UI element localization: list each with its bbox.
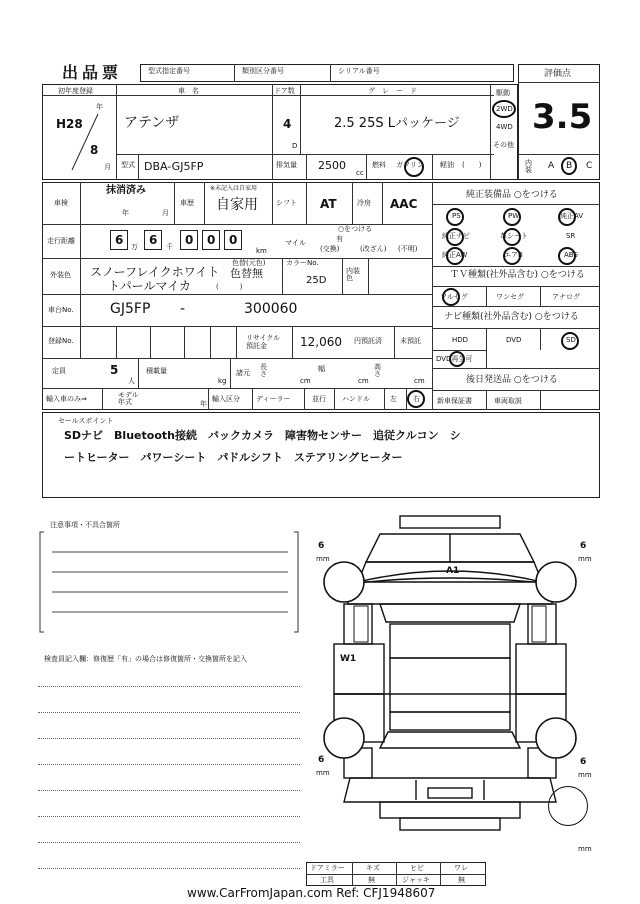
ac-label: 冷房 — [357, 199, 371, 207]
history-label: 車歴 — [180, 199, 194, 207]
watermark: www.CarFromJapan.com Ref: CFJ1948607 — [184, 886, 438, 900]
inspection-label: 車検 — [54, 199, 68, 207]
first-reg-month: 8 — [90, 143, 99, 157]
legend-jack-val: 無 — [458, 876, 465, 884]
legend-jack: ジャッキ — [402, 876, 430, 884]
history-note: ※未記入は自家用 — [210, 185, 258, 192]
tire-fr-mm: mm — [578, 555, 592, 563]
nav-hdd: HDD — [452, 336, 469, 344]
equip-sr: SR — [566, 232, 576, 240]
tire-rr-value: 6 — [580, 757, 587, 767]
tire-rl-value: 6 — [318, 755, 325, 765]
width-label: 幅 — [318, 365, 325, 373]
class-no-label: 類別区分番号 — [242, 67, 284, 75]
recycle-paid: 円預託済 — [354, 337, 382, 345]
history-value: 自家用 — [216, 197, 258, 213]
equip-airbag: エアB — [504, 251, 523, 259]
equip-pw: PW — [508, 212, 520, 220]
handle-right: 右 — [413, 395, 420, 403]
ac-value: AAC — [390, 197, 418, 211]
legend-tools: 工具 — [320, 876, 334, 884]
spare-mm: mm — [578, 845, 592, 853]
serial-label: シリアル番号 — [338, 67, 380, 75]
first-reg-year: H28 — [56, 117, 83, 131]
equip-title: 純正装備品 ○をつける — [466, 190, 558, 200]
chassis-number: 300060 — [244, 301, 298, 317]
meter-mod: (改ざん) — [360, 245, 387, 253]
drive-2wd: 2WD — [496, 105, 513, 113]
fuel-gasoline-circle — [404, 157, 424, 177]
reg-no-label: 登録No. — [48, 337, 74, 345]
nav-dvd: DVD — [506, 336, 522, 344]
equip-airbag-circle — [503, 247, 521, 265]
fuel-diesel: 軽油 — [440, 161, 454, 169]
width-cm: cm — [358, 377, 369, 385]
fuel-label: 燃料 — [372, 161, 386, 169]
legend-scratch: キズ — [366, 864, 380, 872]
handle-left: 左 — [390, 395, 397, 403]
model-value: DBA-GJ5FP — [144, 160, 204, 173]
equip-av: 純正AV — [560, 212, 584, 220]
after-title: 後日発送品 ○をつける — [466, 375, 558, 385]
interior-color-label: 内装色 — [346, 267, 360, 282]
damage-mark-w1: W1 — [340, 654, 357, 664]
doors-sub: D — [292, 142, 298, 150]
legend-mirror: ドアミラー — [310, 864, 345, 872]
doors-value: 4 — [283, 117, 292, 131]
tv-fullseg-circle — [442, 288, 460, 306]
equip-aw: 純正AW — [442, 251, 468, 259]
tire-fl-mm: mm — [316, 555, 330, 563]
meter-swap: (交換) — [320, 245, 340, 253]
car-name: アテンザ — [124, 115, 180, 131]
doors-label: ドア数 — [274, 87, 295, 95]
equip-leather-circle — [503, 228, 521, 246]
capacity-unit: 人 — [128, 377, 135, 385]
drive-4wd: 4WD — [496, 123, 513, 131]
repaint-paren: ( ) — [216, 283, 243, 291]
recycle-unpaid: 未預託 — [400, 337, 421, 345]
chassis-dash: - — [180, 301, 186, 317]
color-name: スノーフレイクホワイト — [90, 265, 220, 279]
interior-label: 内装 — [525, 159, 532, 174]
model-label: 型式 — [121, 161, 135, 169]
repaint-value: 色替無 — [230, 267, 263, 280]
dealer-label: ディーラー — [256, 395, 291, 403]
after-warranty: 新車保証書 — [437, 397, 472, 405]
tv-title: ＴＶ種類(社外品含む) ○をつける — [450, 270, 585, 280]
shift-value: AT — [320, 197, 337, 211]
mileage-label: 走行距離 — [47, 237, 75, 245]
caution-bracket — [38, 530, 300, 634]
displacement-value: 2500 — [318, 159, 346, 172]
displacement-label: 排気量 — [276, 161, 297, 169]
first-reg-label: 初年度登録 — [58, 87, 93, 95]
grade-header-label: グ レ ー ド — [368, 87, 417, 95]
equip-pw-circle — [503, 208, 521, 226]
dvd-playback: DVD再生可 — [436, 355, 473, 363]
interior-b-circle — [561, 157, 577, 175]
score-label: 評価点 — [544, 69, 572, 79]
sales-label: セールスポイント — [58, 417, 114, 425]
km-label: km — [256, 247, 267, 255]
header-id-box — [140, 64, 514, 82]
tire-fr-value: 6 — [580, 541, 587, 551]
sales-line-2: ートヒーター パワーシート パドルシフト ステアリングヒーター — [64, 451, 403, 464]
nav-sd-circle — [561, 332, 579, 350]
mile-label: マイル — [285, 239, 306, 247]
tire-fl-value: 6 — [318, 541, 325, 551]
color-label: 外装色 — [50, 271, 71, 279]
equip-navi-circle — [446, 228, 464, 246]
equip-ps-circle — [446, 208, 464, 226]
drive-other: その他 — [493, 141, 514, 149]
nav-sd: SD — [566, 336, 576, 344]
displacement-unit: cc — [356, 169, 364, 177]
color-no-label: カラーNo. — [286, 259, 319, 267]
equip-leather: 革シート — [500, 232, 528, 240]
interior-b: B — [566, 161, 573, 171]
color-name-2: トパールマイカ — [108, 279, 191, 293]
capacity-value: 5 — [110, 363, 119, 377]
import-label: 輸入車のみ⇒ — [46, 395, 87, 403]
after-manual: 車両取説 — [494, 397, 522, 405]
equip-abs-circle — [558, 247, 576, 265]
spare-tire — [548, 786, 588, 826]
car-damage-diagram — [320, 512, 580, 852]
inspector-label: 検査員記入欄：修復歴「有」の場合は修復箇所・交換箇所を記入 — [44, 655, 247, 663]
inspection-year: 年 — [122, 209, 129, 217]
length-cm: cm — [300, 377, 311, 385]
year-suffix: 年 — [96, 103, 103, 111]
inspection-month: 月 — [162, 209, 169, 217]
color-no-value: 25D — [306, 275, 327, 286]
dvd-playback-circle — [449, 351, 465, 367]
chassis-model: GJ5FP — [110, 301, 151, 317]
length-label: 長さ — [260, 363, 267, 378]
repaint-label: 色替(元色) — [232, 259, 266, 267]
handle-label: ハンドル — [342, 395, 370, 403]
man-label: 万 — [131, 243, 138, 251]
capacity-label: 定員 — [52, 367, 66, 375]
load-kg: kg — [218, 377, 227, 385]
handle-right-circle — [407, 390, 425, 408]
interior-c: C — [586, 161, 593, 171]
tire-rl-mm: mm — [316, 769, 330, 777]
legend-break: ワレ — [454, 864, 468, 872]
car-name-label: 車 名 — [178, 87, 199, 95]
equip-aw-circle — [446, 247, 464, 265]
meter-ok: 有 — [336, 235, 343, 243]
score-value: 3.5 — [532, 97, 593, 137]
nav-title: ナビ種類(社外品含む) ○をつける — [444, 312, 579, 322]
sales-line-1: SDナビ Bluetooth接続 バックカメラ 障害物センサー 追従クルコン シ — [64, 429, 461, 442]
sheet-title: 出品票 — [62, 63, 123, 82]
recycle-label: リサイクル預託金 — [246, 334, 281, 351]
grade-value: 2.5 25S Lパッケージ — [334, 116, 460, 131]
meter-circle-note: ○をつける — [338, 225, 373, 233]
legend-crack: ヒビ — [410, 864, 424, 872]
model-cert-label: 型式指定番号 — [148, 67, 190, 75]
equip-abs: ABS — [564, 251, 578, 259]
drive-label: 駆動 — [496, 89, 510, 97]
inspection-value: 抹消済み — [106, 185, 146, 196]
legend-tools-val: 無 — [368, 876, 375, 884]
fuel-gasoline: ガソリン — [396, 161, 424, 169]
tv-analog: アナログ — [552, 293, 580, 301]
model-year-label: モデル年式 — [118, 391, 139, 406]
interior-a: A — [548, 161, 555, 171]
month-suffix: 月 — [104, 163, 111, 171]
meter-unknown: (不明) — [398, 245, 418, 253]
damage-mark-a1: A1 — [446, 566, 460, 576]
height-label: 高さ — [374, 363, 381, 378]
caution-label: 注意事項・不具合箇所 — [50, 521, 120, 529]
tv-fullseg: フルセグ — [440, 293, 468, 301]
dims-label: 諸元 — [236, 369, 250, 377]
load-label: 積載量 — [146, 367, 167, 375]
model-year-nen: 年 — [200, 400, 207, 408]
recycle-value: 12,060 — [300, 335, 342, 349]
tire-rr-mm: mm — [578, 771, 592, 779]
sen-label: 千 — [166, 243, 173, 251]
equip-navi: 純正ナビ — [442, 232, 470, 240]
shift-label: シフト — [276, 199, 297, 207]
equip-ps: PS — [452, 212, 461, 220]
import-class-label: 輸入区分 — [212, 395, 240, 403]
equip-av-circle — [558, 208, 576, 226]
chassis-label: 車台No. — [48, 306, 74, 314]
tv-oneseg: ワンセグ — [496, 293, 524, 301]
fuel-other: ( ) — [462, 161, 482, 169]
height-cm: cm — [414, 377, 425, 385]
drive-2wd-circle — [492, 100, 516, 118]
parallel-label: 並行 — [312, 395, 326, 403]
